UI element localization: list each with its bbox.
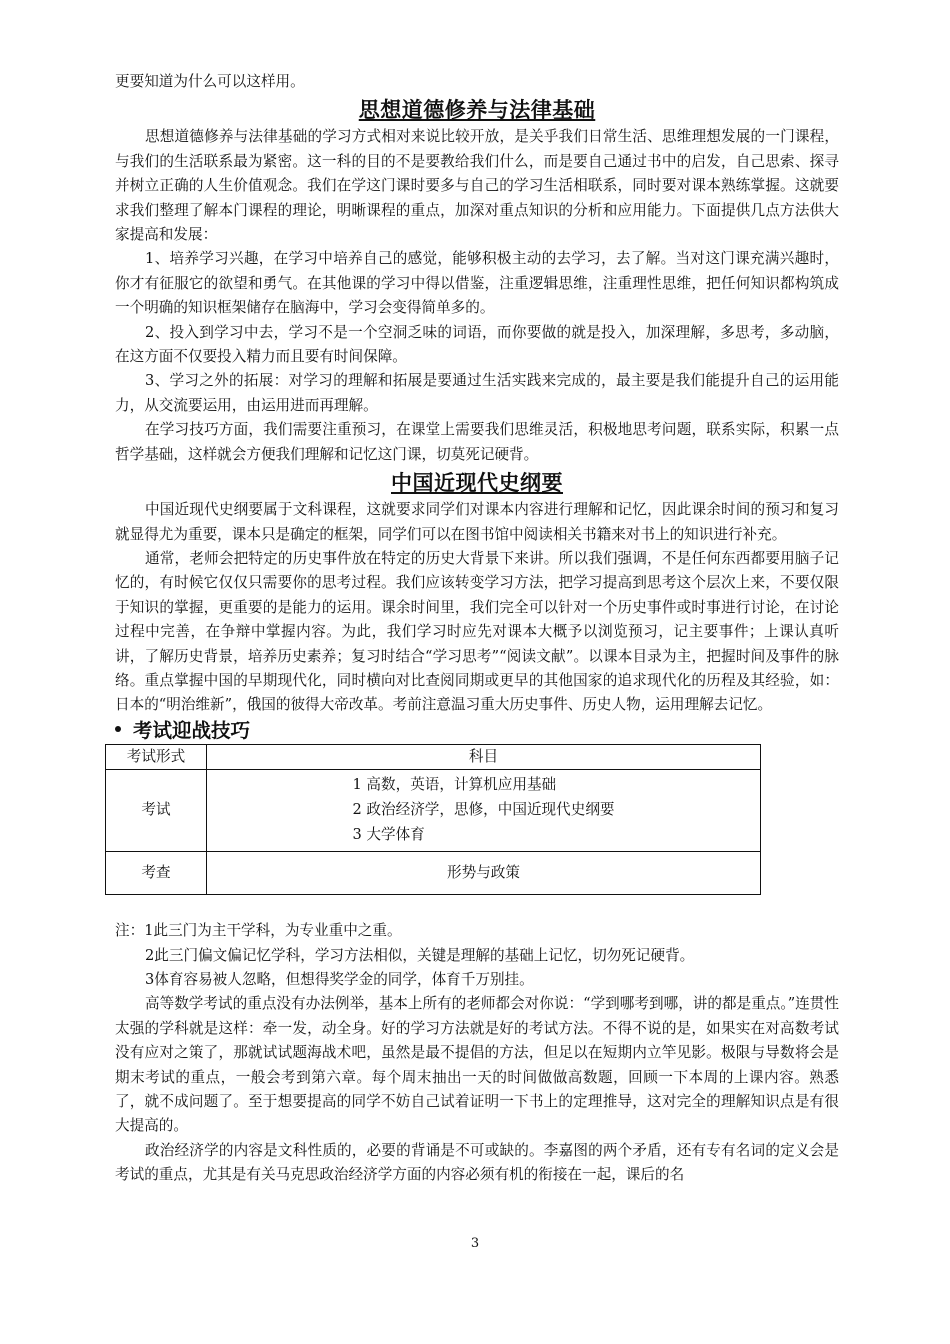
paragraph: 1、培养学习兴趣，在学习中培养自己的感觉，能够积极主动的去学习，去了解。当对这门课充满兴趣时，你才有征服它的欲望和勇气。在其他课的学习中得以借鉴，注重逻辑思维，注重理性思维，把任何知识都构筑成一个明确的知识框架储存在脑海中，学习会变得简单多的。 [115,250,839,317]
intro-line: 更要知道为什么可以这样用。 [115,73,305,90]
subject-cell: 形势与政策 [207,852,761,895]
section-heading-text: 考试迎战技巧 [133,718,251,742]
paragraph: 2、投入到学习中去，学习不是一个空洞乏味的词语，而你要做的就是投入，加深理解，多思考，多动脑，在这方面不仅要投入精力而且要有时间保障。 [115,323,839,366]
paragraph: 在学习技巧方面，我们需要注重预习，在课堂上需要我们思维灵活，积极地思考问题，联系实际，积累一点哲学基础，这样就会方便我们理解和记忆这门课，切莫死记硬背。 [115,421,839,463]
section-heading-exam-tips [115,718,839,744]
notes [115,919,839,992]
paragraph: 中国近现代史纲要属于文科课程，这就要求同学们对课本内容进行理解和记忆，因此课余时间的预习和复习就显得尤为重要，课本只是确定的框架，同学们可以在图书馆中阅读相关书籍来对书上的知识进行补充。 [115,501,839,543]
list-item: 2 政治经济学，思修，中国近现代史纲要 [352,801,615,819]
exam-form-cell: 考查 [106,852,207,895]
bullet-icon [115,726,121,732]
paragraph: 高等数学考试的重点没有办法例举，基本上所有的老师都会对你说：“学到哪考到哪，讲的都是重点。”连贯性太强的学科就是这样：牵一发，动全身。好的学习方法就是好的考试方法。不得不说的是，如果实在对高数考试没有应对之策了，那就试试题海战术吧，虽然是最不提倡的方法，但足以在短期内立竿见影。极限与导数将会是期末考试的重点，一般会考到第六章。每个周末抽出一天的时间做做高数题，回顾一下本周的上课内容。熟悉了，就不成问题了。至于想要提高的同学不妨自己试着证明一下书上的定理推导，这对完全的理解知识点是有很大提高的。 [115,995,839,1135]
table-row [106,852,761,895]
table-header-row [106,744,761,769]
paragraph: 3、学习之外的拓展：对学习的理解和拓展是要通过生活实践来完成的，最主要是我们能提升自己的运用能力，从交流要运用，由运用进而再理解。 [115,372,839,414]
list-item: 1 高数，英语，计算机应用基础 [352,776,557,794]
section-title-ideology-law: 思想道德修养与法律基础 [358,98,596,123]
list-item: 3 大学体育 [352,826,425,844]
exam-form-cell: 考试 [106,770,207,852]
exam-table [105,744,761,895]
note: 3体育容易被人忽略，但想得奖学金的同学，体育千万别挂。 [145,970,534,988]
subjects-cell [207,770,761,852]
paragraph: 通常，老师会把特定的历史事件放在特定的历史大背景下来讲。所以我们强调，不是任何东西都要用脑子记忆的，有时候它仅仅只需要你的思考过程。我们应该转变学习方法，把学习提高到思考这个层次上来，不要仅限于知识的掌握，更重要的是能力的运用。课余时间里，我们完全可以针对一个历史事件或时事进行讨论，在讨论过程中完善，在争辩中掌握内容。为此，我们学习时应先对课本大概予以浏览预习，记主要事件；上课认真听讲，了解历史背景，培养历史素养；复习时结合“学习思考”“阅读文献”。以课本目录为主，把握时间及事件的脉络。重点掌握中国的早期现代化，同时横向对比查阅同期或更早的其他国家的追求现代化的历程及其经验，如：日本的“明治维新”，俄国的彼得大帝改革。考前注意温习重大历史事件、历史人物，运用理解去记忆。 [115,549,839,714]
paragraph: 政治经济学的内容是文科性质的，必要的背诵是不可或缺的。李嘉图的两个矛盾，还有专有名词的定义会是考试的重点，尤其是有关马克思政治经济学方面的内容必须有机的衔接在一起，课后的名 [115,1141,839,1184]
table-row [106,770,761,852]
section-title-modern-history: 中国近现代史纲要 [391,471,563,496]
subjects-list [352,770,614,851]
page-content [115,70,839,1188]
page-number: 3 [470,1236,480,1251]
header-exam-form: 考试形式 [106,744,207,769]
note: 2此三门偏文偏记忆学科，学习方法相似，关键是理解的基础上记忆，切勿死记硬背。 [145,946,695,964]
header-subject: 科目 [207,744,761,769]
note: 注：1此三门为主干学科，为专业重中之重。 [115,922,402,940]
paragraph: 思想道德修养与法律基础的学习方式相对来说比较开放，是关乎我们日常生活、思维理想发展的一门课程，与我们的生活联系最为紧密。这一科的目的不是要教给我们什么，而是要自己通过书中的启发，自己思索、探寻并树立正确的人生价值观念。我们在学这门课时要多与自己的学习生活相联系，同时要对课本熟练掌握。这就要求我们整理了解本门课程的理论，明晰课程的重点，加深对重点知识的分析和应用能力。下面提供几点方法供大家提高和发展： [115,128,839,244]
